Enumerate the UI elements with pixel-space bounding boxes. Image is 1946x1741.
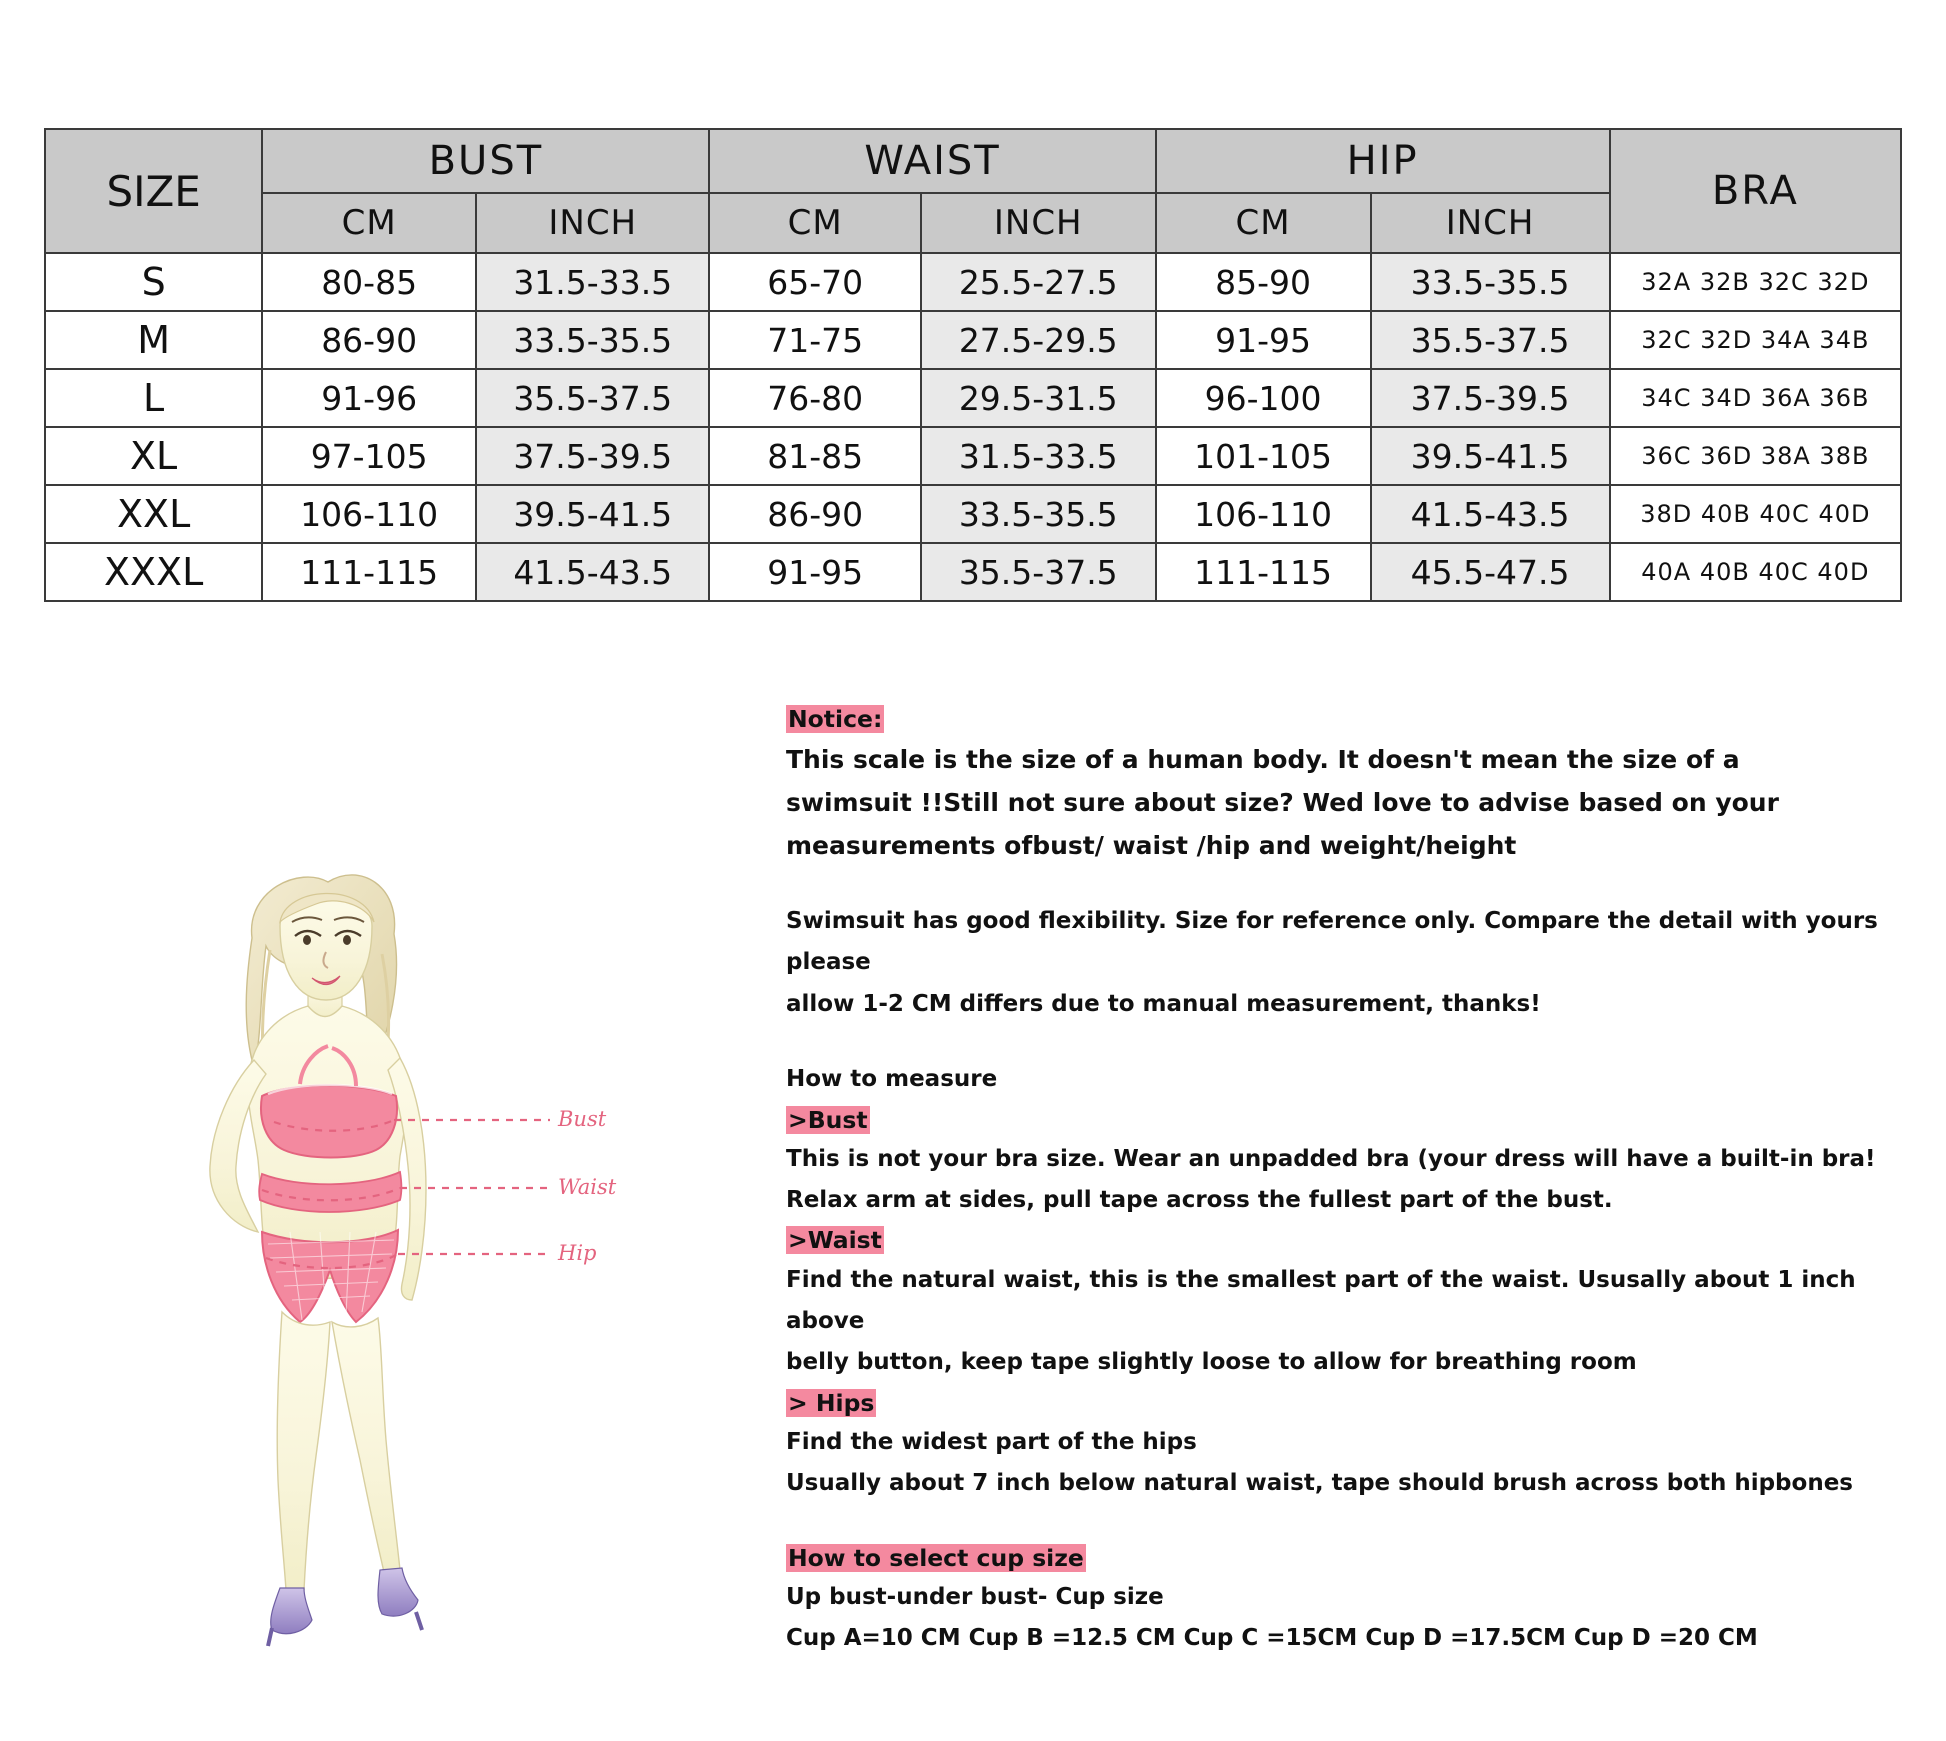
bust-heading-wrap xyxy=(786,1101,1896,1139)
table-row xyxy=(45,311,1901,369)
hips-line-1: Find the widest part of the hips xyxy=(786,1428,1197,1455)
cup-line-1: Up bust-under bust- Cup size xyxy=(786,1583,1164,1610)
cell-hip-inch: 33.5-35.5 xyxy=(1371,253,1610,311)
spacer xyxy=(786,1505,1896,1539)
measurement-figure-illustration xyxy=(150,860,620,1660)
notice-line-2: swimsuit !!Still not sure about size? Wed love to advise based on your xyxy=(786,788,1779,818)
cell-bust-cm: 106-110 xyxy=(262,485,476,543)
size-chart-table-container xyxy=(44,128,1902,602)
flexibility-line-1: Swimsuit has good flexibility. Size for reference only. Compare the detail with yours please xyxy=(786,908,1878,976)
cell-bust-inch: 37.5-39.5 xyxy=(476,427,709,485)
header-size: SIZE xyxy=(45,129,262,253)
cell-hip-cm: 91-95 xyxy=(1156,311,1371,369)
cup-size-instructions xyxy=(786,1577,1896,1660)
cell-bra: 32A 32B 32C 32D xyxy=(1610,253,1901,311)
left-shoe xyxy=(271,1588,312,1634)
cell-hip-inch: 35.5-37.5 xyxy=(1371,311,1610,369)
hips-heading: > Hips xyxy=(788,1388,875,1417)
cell-hip-inch: 45.5-47.5 xyxy=(1371,543,1610,601)
cell-bust-inch: 33.5-35.5 xyxy=(476,311,709,369)
cell-bust-cm: 97-105 xyxy=(262,427,476,485)
cell-waist-inch: 25.5-27.5 xyxy=(921,253,1156,311)
hips-instructions xyxy=(786,1422,1896,1505)
left-heel xyxy=(268,1628,272,1646)
waist-instructions xyxy=(786,1260,1896,1384)
cell-waist-inch: 29.5-31.5 xyxy=(921,369,1156,427)
cell-bust-inch: 39.5-41.5 xyxy=(476,485,709,543)
bust-line-1: This is not your bra size. Wear an unpadded bra (your dress will have a built-in bra! xyxy=(786,1145,1876,1172)
hips-line-2: Usually about 7 inch below natural waist, tape should brush across both hipbones xyxy=(786,1470,1853,1497)
cell-bust-inch: 35.5-37.5 xyxy=(476,369,709,427)
cell-hip-cm: 85-90 xyxy=(1156,253,1371,311)
cell-hip-cm: 96-100 xyxy=(1156,369,1371,427)
hip-label: Hip xyxy=(558,1241,597,1265)
notice-body xyxy=(786,738,1896,867)
cell-hip-inch: 37.5-39.5 xyxy=(1371,369,1610,427)
header-waist-cm: CM xyxy=(709,193,920,253)
cell-bust-cm: 91-96 xyxy=(262,369,476,427)
cell-bra: 36C 36D 38A 38B xyxy=(1610,427,1901,485)
cell-hip-inch: 39.5-41.5 xyxy=(1371,427,1610,485)
cell-size: M xyxy=(45,311,262,369)
right-heel xyxy=(416,1612,422,1630)
bust-line-2: Relax arm at sides, pull tape across the fullest part of the bust. xyxy=(786,1187,1613,1214)
cell-hip-cm: 106-110 xyxy=(1156,485,1371,543)
bikini-top xyxy=(261,1086,397,1158)
left-pupil xyxy=(303,935,311,945)
bust-instructions xyxy=(786,1139,1896,1222)
header-bust-inch: INCH xyxy=(476,193,709,253)
waist-line-1: Find the natural waist, this is the smallest part of the waist. Ususally about 1 inch above xyxy=(786,1266,1856,1334)
cell-waist-cm: 65-70 xyxy=(709,253,920,311)
notice-line-1: This scale is the size of a human body. It doesn't mean the size of a xyxy=(786,745,1740,775)
notice-text-column xyxy=(786,700,1896,1659)
flexibility-paragraph xyxy=(786,901,1896,1025)
spacer xyxy=(786,1025,1896,1059)
header-hip-inch: INCH xyxy=(1371,193,1610,253)
size-chart-table xyxy=(44,128,1902,602)
cell-size: XXXL xyxy=(45,543,262,601)
cell-bra: 40A 40B 40C 40D xyxy=(1610,543,1901,601)
notice-title-wrap xyxy=(786,700,1896,738)
cell-waist-inch: 35.5-37.5 xyxy=(921,543,1156,601)
cell-bra: 34C 34D 36A 36B xyxy=(1610,369,1901,427)
right-pupil xyxy=(343,935,351,945)
how-to-measure-heading: How to measure xyxy=(786,1066,998,1093)
table-header-row-groups xyxy=(45,129,1901,193)
cell-hip-inch: 41.5-43.5 xyxy=(1371,485,1610,543)
lower-section xyxy=(0,700,1946,1700)
cell-size: L xyxy=(45,369,262,427)
cell-hip-cm: 101-105 xyxy=(1156,427,1371,485)
table-row xyxy=(45,253,1901,311)
left-leg xyxy=(277,1312,330,1593)
cell-bra: 38D 40B 40C 40D xyxy=(1610,485,1901,543)
cell-waist-cm: 81-85 xyxy=(709,427,920,485)
cell-bra: 32C 32D 34A 34B xyxy=(1610,311,1901,369)
cell-waist-cm: 91-95 xyxy=(709,543,920,601)
hips-heading-wrap xyxy=(786,1384,1896,1422)
notice-title: Notice: xyxy=(788,705,883,733)
cell-bust-cm: 80-85 xyxy=(262,253,476,311)
cell-waist-cm: 71-75 xyxy=(709,311,920,369)
cell-size: S xyxy=(45,253,262,311)
cup-line-2: Cup A=10 CM Cup B =12.5 CM Cup C =15CM Cup D =17.5CM Cup D =20 CM xyxy=(786,1625,1758,1651)
cell-hip-cm: 111-115 xyxy=(1156,543,1371,601)
cell-bust-cm: 111-115 xyxy=(262,543,476,601)
cell-waist-cm: 86-90 xyxy=(709,485,920,543)
waist-heading-wrap xyxy=(786,1221,1896,1259)
waist-heading: >Waist xyxy=(788,1226,882,1255)
cell-waist-cm: 76-80 xyxy=(709,369,920,427)
header-bust-cm: CM xyxy=(262,193,476,253)
header-hip: HIP xyxy=(1156,129,1610,193)
table-row xyxy=(45,369,1901,427)
notice-line-3: measurements ofbust/ waist /hip and weight/height xyxy=(786,831,1517,861)
waist-label: Waist xyxy=(558,1175,617,1199)
cell-waist-inch: 33.5-35.5 xyxy=(921,485,1156,543)
table-row xyxy=(45,427,1901,485)
flexibility-line-2: allow 1-2 CM differs due to manual measurement, thanks! xyxy=(786,990,1541,1017)
header-bust: BUST xyxy=(262,129,709,193)
waist-line-2: belly button, keep tape slightly loose to allow for breathing room xyxy=(786,1349,1637,1376)
cell-bust-inch: 41.5-43.5 xyxy=(476,543,709,601)
header-waist-inch: INCH xyxy=(921,193,1156,253)
table-row xyxy=(45,485,1901,543)
female-figure-diagram xyxy=(150,860,620,1660)
cell-size: XXL xyxy=(45,485,262,543)
header-waist: WAIST xyxy=(709,129,1155,193)
cup-size-heading-wrap xyxy=(786,1539,1896,1577)
cell-bust-inch: 31.5-33.5 xyxy=(476,253,709,311)
bust-heading: >Bust xyxy=(788,1105,868,1134)
header-hip-cm: CM xyxy=(1156,193,1371,253)
cup-size-heading: How to select cup size xyxy=(788,1543,1084,1572)
header-bra: BRA xyxy=(1610,129,1901,253)
table-row xyxy=(45,543,1901,601)
cell-waist-inch: 27.5-29.5 xyxy=(921,311,1156,369)
spacer xyxy=(786,867,1896,901)
bust-label: Bust xyxy=(558,1107,607,1131)
cell-size: XL xyxy=(45,427,262,485)
cell-waist-inch: 31.5-33.5 xyxy=(921,427,1156,485)
right-leg xyxy=(332,1318,400,1574)
cell-bust-cm: 86-90 xyxy=(262,311,476,369)
right-shoe xyxy=(378,1568,418,1616)
